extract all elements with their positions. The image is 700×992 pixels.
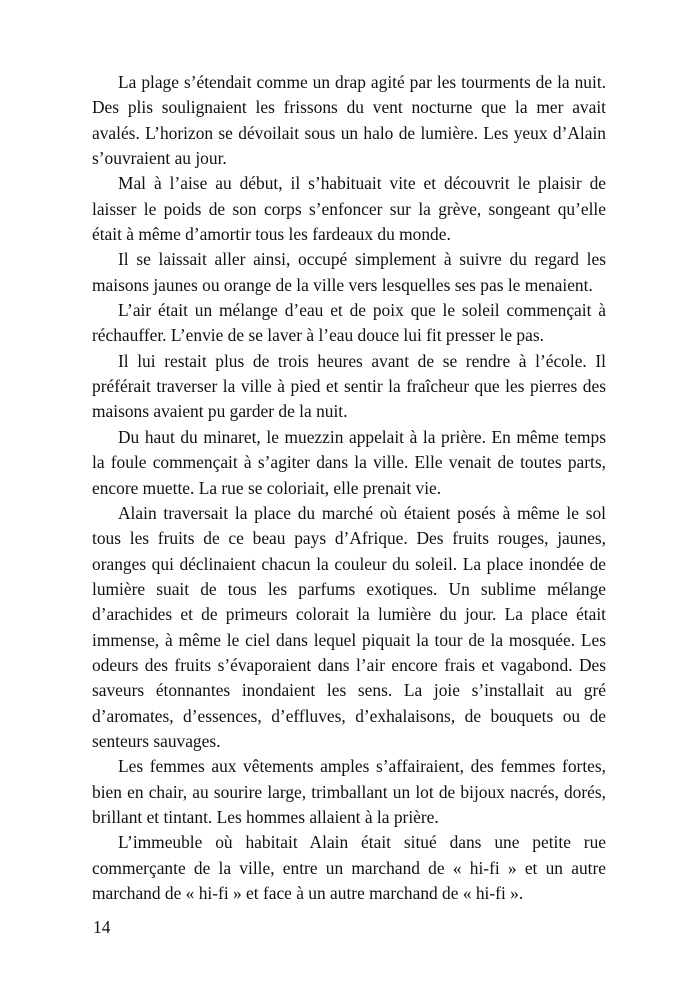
paragraph: Mal à l’aise au début, il s’habituait vite et découvrit le plaisir de laisser le poids de son corps s’enfoncer sur la grève, songeant qu’elle était à même d’amortir tous les fardeaux du monde. bbox=[92, 173, 606, 245]
paragraph: Alain traversait la place du marché où étaient posés à même le sol tous les fruits de ce beau pays d’Afrique. Des fruits rouges, jaunes, oranges qui déclinaient chacun la couleur du soleil. La place inondée de lumière suait de tous les parfums exotiques. Un sublime mélange d’arachides et de primeurs colorait la lumière du jour. La place était immense, à même le ciel dans lequel piquait la tour de la mosquée. Les odeurs des fruits s’évaporaient dans l’air encore frais et vagabond. Des saveurs étonnantes inondaient les sens. La joie s’installait au gré d’aromates, d’essences, d’effluves, d’exhalaisons, de bouquets ou de senteurs sauvages. bbox=[92, 502, 606, 751]
paragraph: Il se laissait aller ainsi, occupé simplement à suivre du regard les maisons jaunes ou orange de la ville vers lesquelles ses pas le menaient. bbox=[92, 249, 606, 295]
paragraph: L’immeuble où habitait Alain était situé dans une petite rue commerçante de la ville, entre un marchand de « hi-fi » et un autre marchand de « hi-fi » et face à un autre marchand de « hi-fi ». bbox=[92, 832, 606, 903]
page-body bbox=[92, 70, 606, 906]
paragraph: La plage s’étendait comme un drap agité par les tourments de la nuit. Des plis soulignaient les frissons du vent nocturne que la mer avait avalés. L’horizon se dévoilait sous un halo de lumière. Les yeux d’Alain s’ouvraient au jour. bbox=[92, 72, 606, 169]
page-number: 14 bbox=[93, 917, 111, 937]
paragraph: Les femmes aux vêtements amples s’affairaient, des femmes fortes, bien en chair, au sourire large, trimballant un lot de bijoux nacrés, dorés, brillant et tintant. Les hommes allaient à la prière. bbox=[92, 756, 606, 827]
paragraph: L’air était un mélange d’eau et de poix que le soleil commençait à réchauffer. L’envie de se laver à l’eau douce lui fit presser le pas. bbox=[92, 300, 606, 346]
paragraph: Du haut du minaret, le muezzin appelait à la prière. En même temps la foule commençait à s’agiter dans la ville. Elle venait de toutes parts, encore muette. La rue se coloriait, elle prenait vie. bbox=[92, 426, 606, 498]
paragraph: Il lui restait plus de trois heures avant de se rendre à l’école. Il préférait traverser la ville à pied et sentir la fraîcheur que les pierres des maisons avaient pu garder de la nuit. bbox=[92, 350, 606, 422]
